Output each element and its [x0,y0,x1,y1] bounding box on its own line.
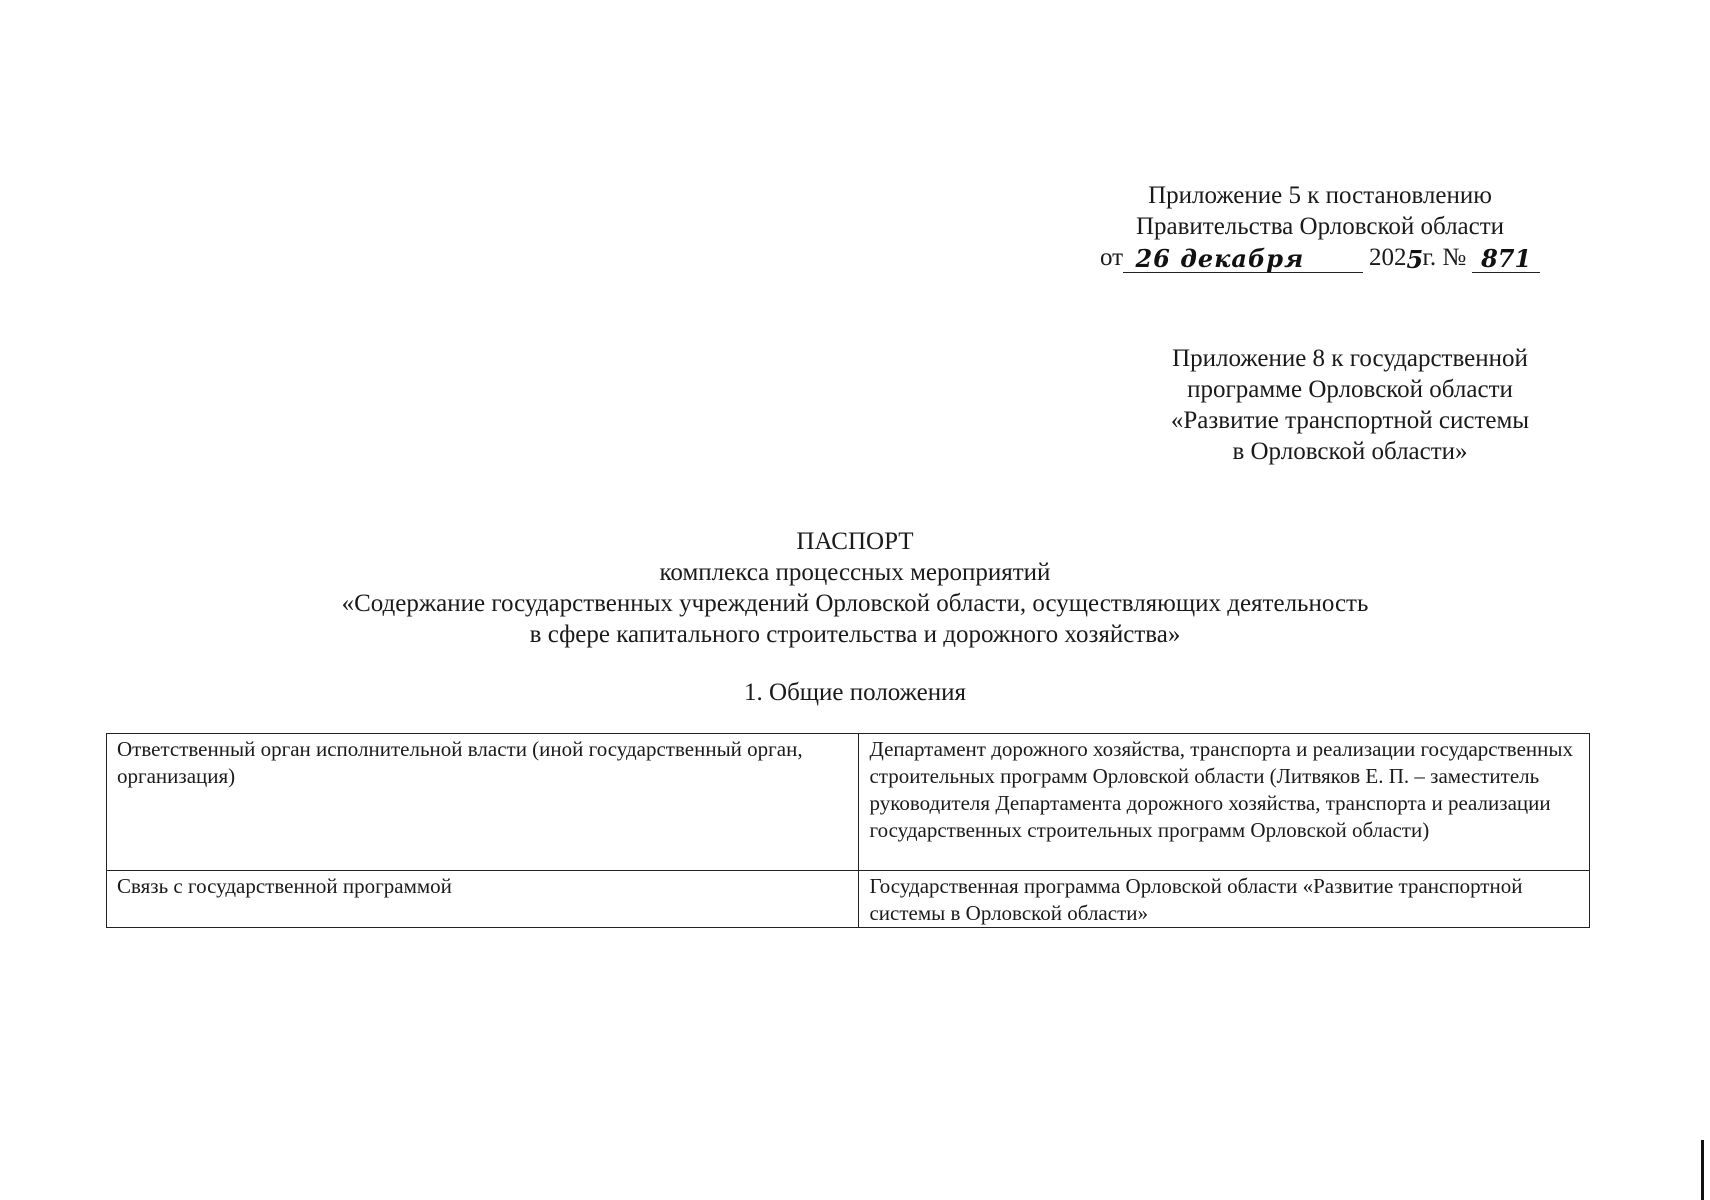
title-line-3: «Содержание государственных учреждений Орловской области, осуществляющих деятельность [341,590,1369,617]
table-row [107,734,1590,871]
date-underline [1317,246,1363,273]
table-cell-label: Связь с государственной программой [107,871,859,928]
approval-date-line [1100,242,1540,273]
handwritten-number: 871 [1472,246,1540,273]
document-title-block [100,526,1610,650]
program-note-line-2: программе Орловской области [1187,376,1513,403]
title-line-2: комплекса процессных мероприятий [659,559,1051,586]
scan-edge-mark [1701,1140,1704,1200]
table-cell-label: Ответственный орган исполнительной власти (иной государственный орган, организация) [107,734,859,871]
date-prefix: от [1100,244,1124,271]
handwritten-year-digit: 5 [1406,245,1424,274]
approval-block [1100,180,1540,273]
year-prefix: 202 [1368,244,1407,271]
handwritten-date: 26 декабря [1123,246,1316,273]
table-cell-value: Департамент дорожного хозяйства, транспорта и реализации государственных строительных программ Орловской области (Литвяков Е. П. – заместитель руководителя Департамента дорожного хозяйства, транспорта и реализации государственных строительных программ Орловской области) [859,734,1590,871]
document-title: ПАСПОРТ [796,528,914,555]
program-note-block [1120,343,1580,467]
section-heading: 1. Общие положения [744,679,966,706]
title-line-4: в сфере капитального строительства и дорожного хозяйства» [529,621,1181,648]
approval-line-2: Правительства Орловской области [1135,213,1505,240]
program-note-line-4: в Орловской области» [1232,438,1468,465]
table-cell-value: Государственная программа Орловской области «Развитие транспортной системы в Орловской области» [859,871,1590,928]
general-provisions-table [106,733,1590,928]
program-note-line-1: Приложение 8 к государственной [1172,345,1528,372]
table-row [107,871,1590,928]
year-suffix: г. № [1422,244,1467,271]
approval-line-1: Приложение 5 к постановлению [1148,182,1492,209]
program-note-line-3: «Развитие транспортной системы [1170,407,1530,434]
